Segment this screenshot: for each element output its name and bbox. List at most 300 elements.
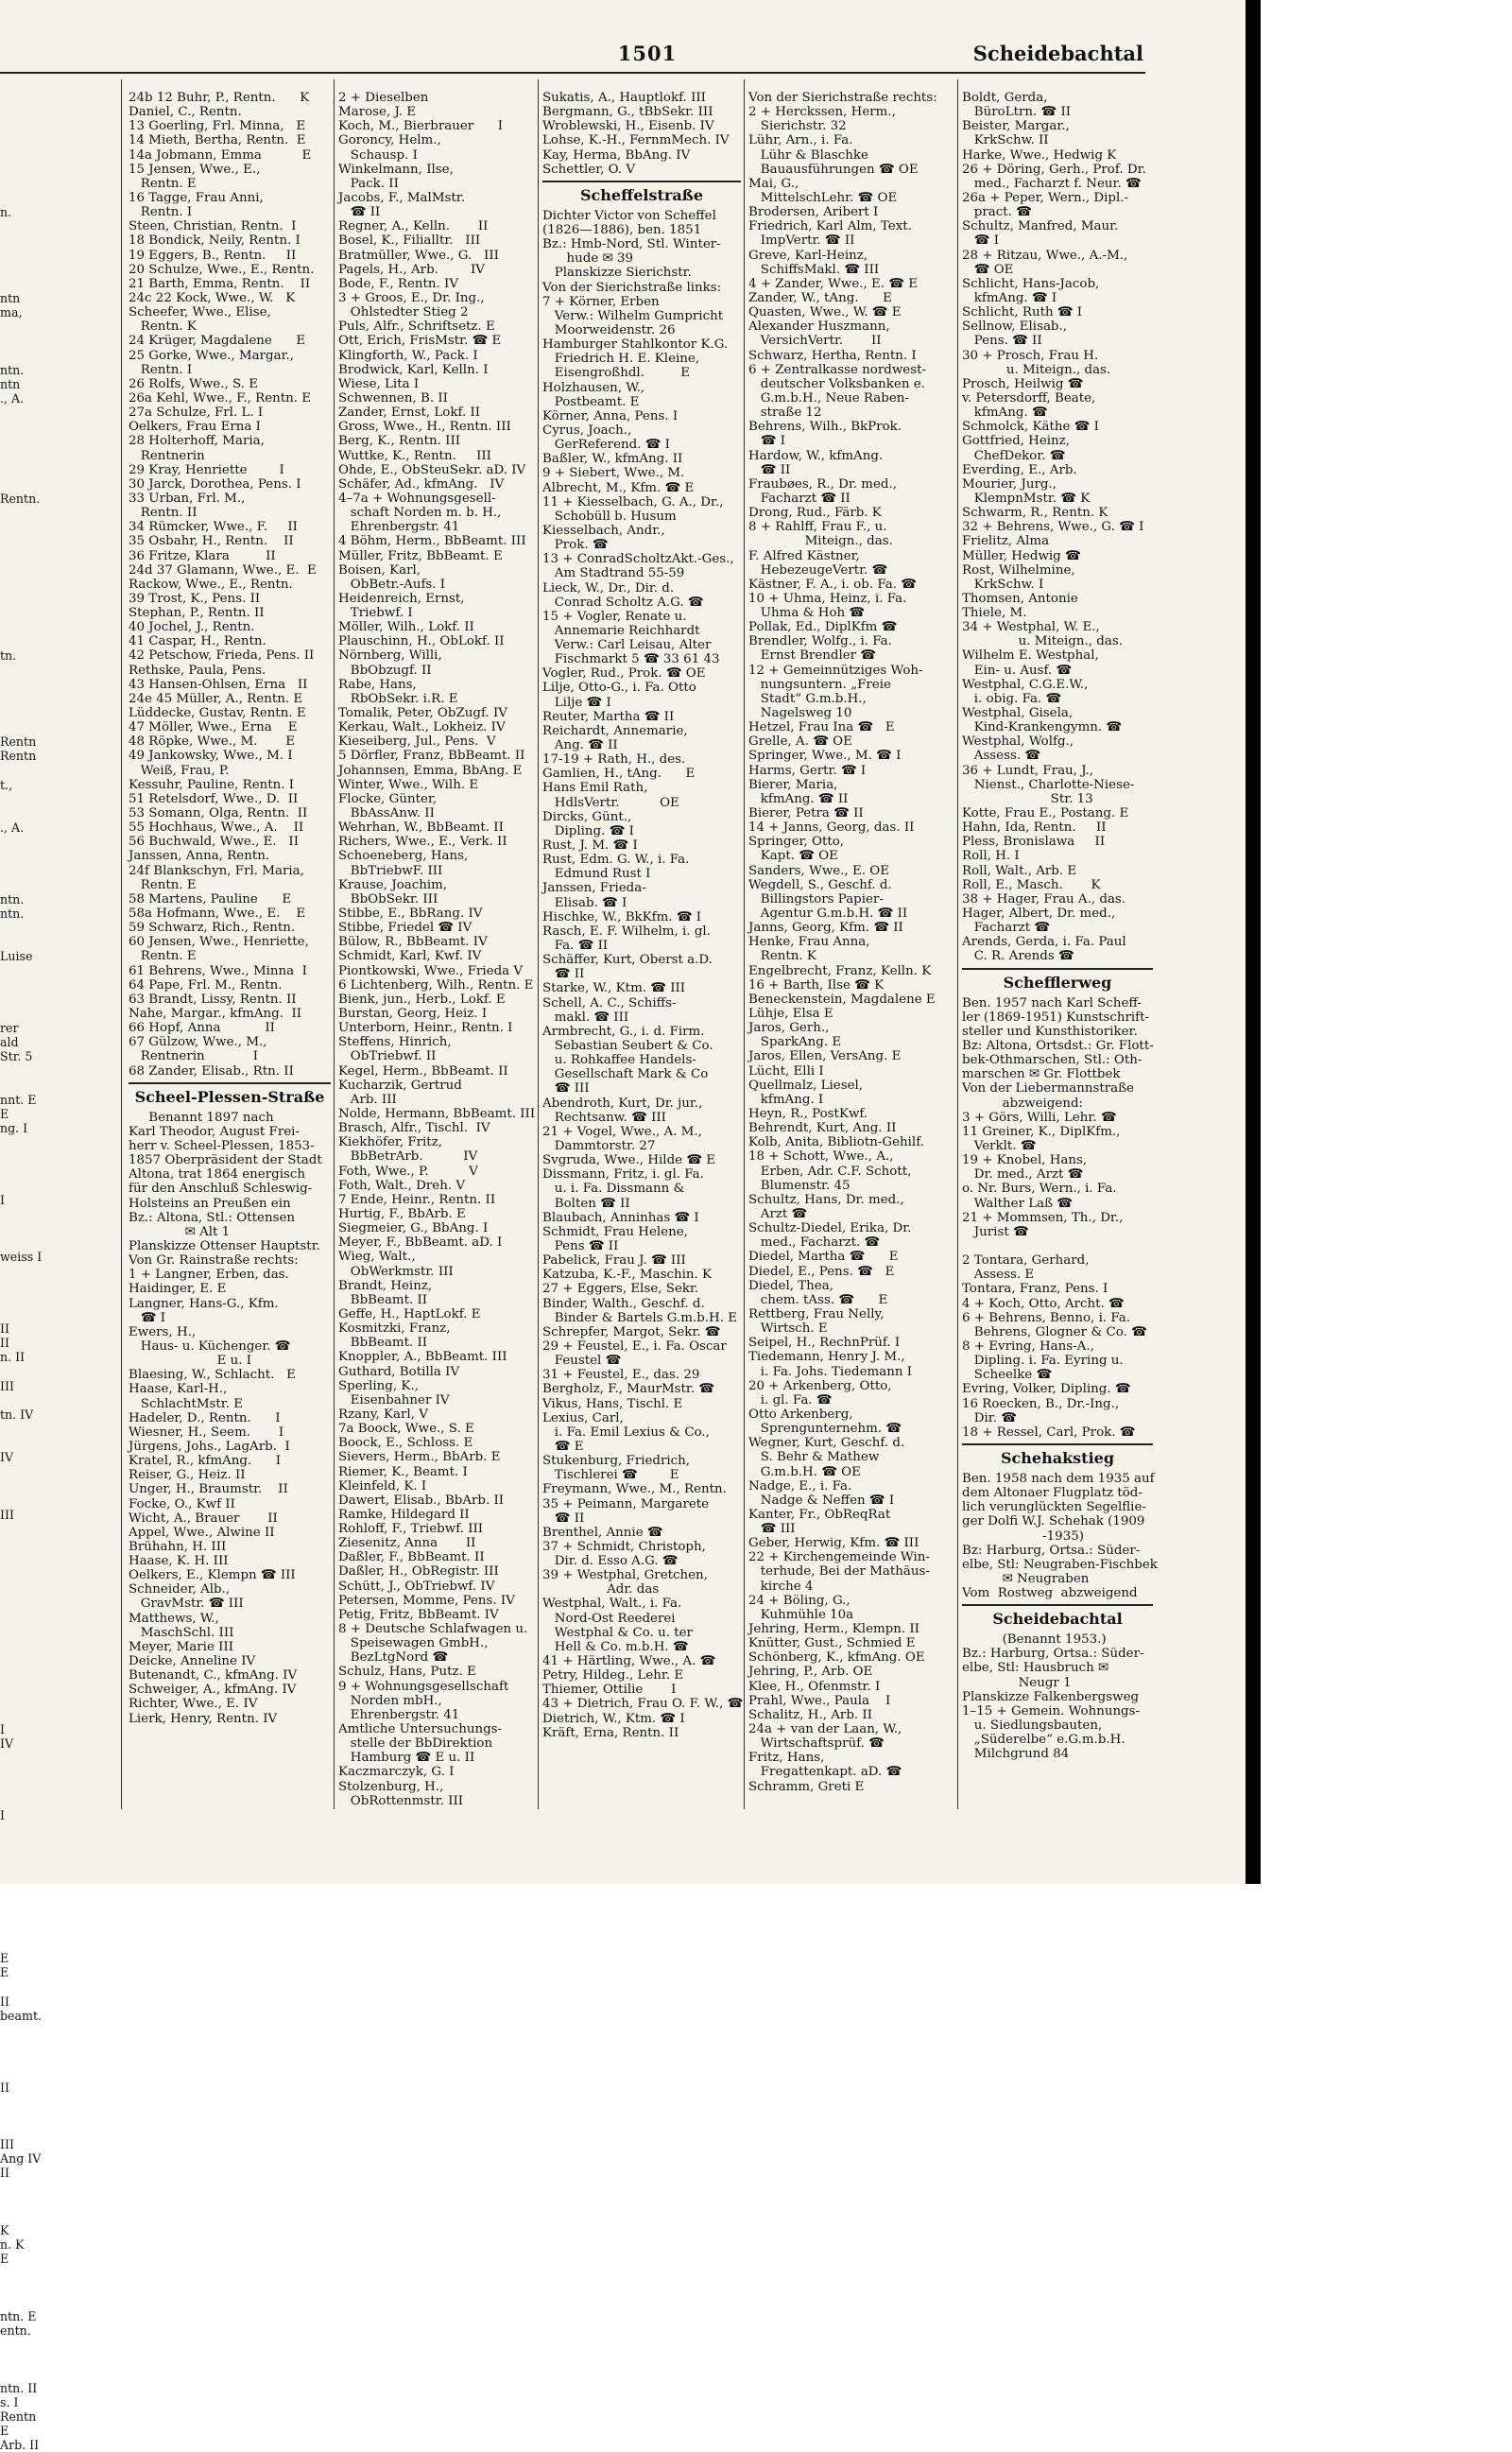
fragment-line: weiss I [0,1250,43,1265]
entry-line: Wilhelm E. Westphal, [962,648,1099,664]
fragment-line [0,549,57,563]
entry-line: Bz: Harburg, Ortsa.: Süder- [962,1543,1141,1558]
entry-line: Schausp. I [338,147,418,163]
fragment-line: IV [0,1450,14,1465]
entry-line: Lücht, Elli I [748,1063,824,1079]
entry-line: ✉ Alt 1 [129,1224,231,1239]
fragment-line [0,806,57,820]
directory-column-5 [962,91,1158,1792]
fragment-line [0,1179,57,1193]
entry-line: Schell, A. C., Schiffs- [542,995,677,1010]
entry-line: Klee, H., Ofenmstr. I [748,1679,881,1694]
entry-line: Schwennen, B. II [338,390,448,406]
entry-line: Petersen, Momme, Pens. IV [338,1593,515,1608]
entry-line: o. Nr. Burs, Wern., i. Fa. [962,1182,1117,1197]
fragment-line [0,1393,57,1407]
entry-line: 21 + Mommsen, Th., Dr., [962,1210,1124,1225]
entry-line: 2 Tontara, Gerhard, [962,1253,1090,1269]
entry-line: F. Alfred Kästner, [748,548,860,563]
entry-line: bek-Othmarschen, Stl.: Oth- [962,1053,1143,1068]
entry-line: Brenthel, Annie ☎ [542,1525,663,1540]
entry-line: Rentn. K [748,949,816,964]
entry-line: Assess. E [962,1268,1035,1283]
fragment-line: Rentn [0,2409,37,2424]
entry-line: Tontara, Franz, Pens. I [962,1282,1108,1297]
entry-line: 41 + Härtling, Wwe., A. ☎ [542,1654,716,1669]
entry-line: Bz.: Harburg, Ortsa.: Süder- [962,1647,1144,1662]
entry-line: Meyer, F., BbBeamt. aD. I [338,1235,503,1251]
entry-line: 34 + Westphal, W. E., [962,620,1100,635]
entry-line: 43 + Dietrich, Frau O. F. W., ☎ [542,1697,744,1712]
entry-line: Kerkau, Walt., Lokheiz. IV [338,720,506,735]
fragment-line [0,1221,57,1235]
entry-line: 5 Dörfler, Franz, BbBeamt. II [338,749,525,764]
entry-line: Planskizze Ottenser Hauptstr. [129,1238,320,1253]
entry-line: Appel, Wwe., Alwine II [129,1525,275,1540]
entry-line: abzweigend: [962,1096,1084,1111]
entry-line: 7a Boock, Wwe., S. E [338,1422,474,1437]
entry-line: Reichardt, Annemarie, [542,723,688,738]
entry-line: 39 + Westphal, Gretchen, [542,1568,708,1583]
entry-line: Möller, Wilh., Lokf. II [338,620,474,635]
fragment-line: beamt. [0,2008,43,2023]
fragment-line [0,534,57,548]
entry-line: ☎ III [748,1522,796,1537]
entry-line: Lilje ☎ I [542,695,611,710]
entry-line: Everding, E., Arb. [962,462,1077,477]
entry-line: Uhma & Hoh ☎ [748,606,866,621]
entry-line: kfmAng. ☎ I [962,290,1057,305]
street-heading: Scheffelstraße [542,181,741,207]
entry-line: Dr. med., Arzt ☎ [962,1167,1084,1183]
entry-line: Wehrhan, W., BbBeamt. II [338,820,504,836]
fragment-line [0,2051,57,2065]
fragment-line: ntn. II [0,2380,38,2395]
entry-line: Mai, G., [748,176,799,191]
entry-line: Rentn. E [129,877,197,892]
fragment-line: nnt. E [0,1092,37,1107]
entry-line: Tischlerei ☎ E [542,1468,679,1483]
entry-line: Müller, Hedwig ☎ [962,548,1081,563]
entry-line: Pollak, Ed., DiplKfm ☎ [748,620,898,635]
entry-line: Winkelmann, Ilse, [338,162,454,177]
fragment-line: ntn. [0,891,25,907]
entry-line: u. i. Fa. Dissmann & [542,1182,685,1197]
entry-line: ObRottenmstr. III [338,1793,464,1808]
entry-line: herr v. Scheel-Plessen, 1853- [129,1138,315,1153]
entry-line: Foth, Walt., Dreh. V [338,1178,466,1193]
fragment-line [0,1594,57,1608]
entry-line: Bosel, K., Filialltr. III [338,233,481,249]
entry-line: Friedrich H. E. Kleine, [542,352,700,367]
fragment-line [0,463,57,477]
fragment-line [0,1765,57,1779]
entry-line: Von der Sierichstraße rechts: [748,91,937,105]
entry-line: Koch, M., Bierbrauer I [338,119,504,134]
header-rule [0,72,1145,74]
entry-line: Kratel, R., kfmAng. I [129,1454,282,1469]
entry-line: 19 Eggers, B., Rentn. II [129,248,297,263]
fragment-line [0,148,57,163]
fragment-line [0,2095,57,2109]
fragment-line [0,706,57,720]
entry-line: ger Dolfi W.J. Schehak (1909 [962,1514,1145,1529]
entry-line: ☎ OE [962,262,1014,277]
entry-line: Kästner, F. A., i. ob. Fa. ☎ [748,577,917,592]
entry-line: Hamburg ☎ E u. II [338,1751,475,1766]
entry-line: S. Behr & Mathew [748,1450,880,1465]
fragment-line [0,133,57,147]
entry-line: Nord-Ost Reederei [542,1611,676,1626]
entry-line: u. Miteign., das. [962,634,1123,649]
entry-line: Bz.: Hmb-Nord, Stl. Winter- [542,237,721,252]
entry-line: deutscher Volksbanken e. [748,376,925,391]
entry-line: Lexius, Carl, [542,1410,624,1425]
entry-line: makl. ☎ III [542,1010,629,1025]
entry-line: Kegel, Herm., BbBeamt. II [338,1063,508,1079]
fragment-line [0,2195,57,2209]
entry-line: ☎ II [542,967,585,982]
entry-line: 36 + Lundt, Frau, J., [962,763,1094,778]
entry-line: ☎ II [542,1511,585,1526]
entry-line: Lieck, W., Dr., Dir. d. [542,580,675,596]
entry-line: Steen, Christian, Rentn. I [129,219,297,234]
fragment-line [0,1608,57,1622]
fragment-line [0,105,57,119]
entry-line: Berg, K., Rentn. III [338,434,461,449]
entry-line: -1935) [962,1528,1084,1544]
entry-line: Kucharzik, Gertrud [338,1078,462,1093]
entry-line: Schulz, Hans, Putz. E [338,1665,476,1680]
entry-line: Nienst., Charlotte-Niese- [962,777,1135,792]
entry-line: Mourier, Jurg., [962,476,1057,492]
entry-line: Grelle, A. ☎ OE [748,734,852,750]
entry-line: ChefDekor. ☎ [962,448,1066,463]
entry-line: 10 + Uhma, Heinz, i. Fa. [748,591,907,606]
entry-line: Rasch, E. F. Wilhelm, i. gl. [542,924,711,939]
entry-line: Schmidt, Frau Helene, [542,1224,688,1239]
entry-line: Nadge, E., i. Fa. [748,1478,852,1494]
entry-line: Schütt, J., ObTriebwf. IV [338,1579,495,1594]
entry-line: Ehrenbergstr. 41 [338,1707,460,1722]
entry-line: Jehring, Herm., Klempn. II [748,1622,919,1637]
entry-line: i. Fa. Johs. Tiedemann I [748,1364,912,1379]
entry-line: 26 + Döring, Gerh., Prof. Dr. [962,162,1146,177]
entry-line: Brühahn, H. III [129,1539,227,1554]
entry-line: Beneckenstein, Magdalene E [748,992,936,1007]
entry-line: Müller, Fritz, BbBeamt. E [338,548,503,563]
fragment-line: n. II [0,1350,26,1365]
fragment-line [0,563,57,578]
fragment-line [0,2338,57,2352]
fragment-line [0,1980,57,1994]
entry-line: 27 + Eggers, Else, Sekr. [542,1282,699,1297]
fragment-line [0,2366,57,2380]
fragment-line [0,477,57,492]
entry-line: Wegdell, S., Geschf. d. [748,877,892,892]
entry-line: Harms, Gertr. ☎ I [748,763,867,778]
entry-line: Seipel, H., RechnPrüf. I [748,1336,901,1351]
entry-line: Unger, H., Braumstr. II [129,1482,288,1497]
entry-line: Roll, Walt., Arb. E [962,863,1077,878]
entry-line: Rzany, Karl, V [338,1407,428,1422]
entry-line: 61 Behrens, Wwe., Minna I [129,963,307,978]
entry-line: BbTriebwF. III [338,863,443,878]
entry-line: Langner, Hans-G., Kfm. [129,1296,279,1311]
entry-line: 26a Kehl, Wwe., F., Rentn. E [129,390,312,406]
entry-line: G.m.b.H., Neue Raben- [748,390,909,406]
entry-line: Schramm, Greti E [748,1779,865,1794]
entry-line: (1826—1886), ben. 1851 [542,222,702,237]
entry-line: Kessuhr, Pauline, Rentn. I [129,777,295,792]
fragment-line: E [0,1106,9,1121]
entry-line: Facharzt ☎ [962,921,1051,936]
fragment-line [0,219,57,233]
entry-line: Lierk, Henry, Rentn. IV [129,1711,278,1726]
entry-line: Schrepfer, Margot, Sekr. ☎ [542,1324,721,1339]
fragment-line [0,2352,57,2366]
entry-line: Schmidt, Karl, Kwf. IV [338,949,482,964]
entry-line: 56 Buchwald, Wwe., E. II [129,835,299,850]
entry-line: Kay, Herma, BbAng. IV [542,147,691,163]
fragment-line [0,1522,57,1536]
entry-line: Diedel, Martha ☎ E [748,1250,899,1265]
fragment-line: II [0,1994,9,2009]
entry-line: Brasch, Alfr., Tischl. IV [338,1121,490,1136]
entry-line: kirche 4 [748,1579,814,1594]
entry-line: Stolzenburg, H., [338,1779,444,1794]
entry-line: Rackow, Wwe., E., Rentn. [129,577,293,592]
entry-line: BbBeamt. II [338,1336,428,1351]
entry-line: Wiese, Lita I [338,376,420,391]
fragment-line: Rentn [0,734,37,750]
entry-line: Westphal, Wolfg., [962,734,1074,750]
fragment-line [0,964,57,978]
entry-line: Krause, Joachim, [338,877,448,892]
column-divider [957,79,958,1809]
entry-line: 19 + Knobel, Hans, [962,1153,1088,1168]
entry-line: Hamburger Stahlkontor K.G. [542,337,729,353]
entry-line: Matthews, W., [129,1611,219,1626]
fragment-line [0,764,57,778]
entry-line: Geffe, H., HaptLokf. E [338,1306,481,1321]
entry-line: für den Anschluß Schleswig- [129,1182,313,1197]
entry-line: 29 Kray, Henriette I [129,462,284,477]
entry-line: Deicke, Anneline IV [129,1654,256,1669]
fragment-line: I [0,1192,5,1207]
entry-line: ☎ III [542,1081,590,1096]
entry-line: Hell & Co. m.b.H. ☎ [542,1639,689,1654]
entry-line: Wicht, A., Brauer II [129,1511,278,1526]
entry-line: Jurist ☎ [962,1224,1029,1239]
entry-line: Vogler, Rud., Prok. ☎ OE [542,666,706,682]
entry-line: Lühr & Blaschke [748,147,868,163]
entry-line: ObBetr.-Aufs. I [338,577,446,592]
entry-line: Springer, Wwe., M. ☎ I [748,749,902,764]
entry-line: 58a Hofmann, Wwe., E. E [129,907,306,922]
entry-line: 18 + Ressel, Carl, Prok. ☎ [962,1425,1136,1440]
fragment-line [0,163,57,177]
entry-line: ☎ E [542,1439,584,1454]
entry-line: Behrens, Glogner & Co. ☎ [962,1324,1147,1339]
entry-line: Ohde, E., ObSteuSekr. aD. IV [338,462,526,477]
entry-line: Schultz, Hans, Dr. med., [748,1192,904,1207]
entry-line: Hurtig, F., BbArb. E [338,1206,466,1221]
fragment-line: III [0,2137,14,2152]
entry-line: 8 + Evring, Hans-A., [962,1338,1094,1354]
entry-line: 4 Böhm, Herm., BbBeamt. III [338,534,526,549]
fragment-line [0,1780,57,1794]
entry-line: Kieseiberg, Jul., Pens. V [338,734,496,750]
column-divider [744,79,745,1809]
fragment-line: E [0,1965,9,1980]
entry-line: ☎ I [962,233,999,249]
fragment-line: s. I [0,2394,19,2409]
fragment-line [0,606,57,620]
fragment-line [0,1422,57,1436]
entry-line: 24a + van der Laan, W., [748,1722,902,1737]
entry-line: Oelkers, Frau Erna I [129,420,261,435]
entry-line: Puls, Alfr., Schriftsetz. E [338,319,495,335]
entry-line: Dichter Victor von Scheffel [542,208,716,223]
street-heading: Scheel-Plessen-Straße [129,1082,331,1109]
entry-line: Westphal, Walt., i. Fa. [542,1597,682,1612]
entry-line: Hans Emil Rath, [542,781,648,796]
entry-line: Schweiger, A., kfmAng. IV [129,1683,297,1698]
entry-line: Rust, J. M. ☎ I [542,838,638,854]
entry-line: Ehrenbergstr. 41 [338,520,460,535]
fragment-line [0,1279,57,1293]
entry-line: i. gl. Fa. ☎ [748,1392,833,1407]
entry-line: Heidenreich, Ernst, [338,591,465,606]
entry-line: 1857 Oberpräsident der Stadt [129,1153,322,1168]
entry-line: straße 12 [748,406,822,421]
entry-line: 14a Jobmann, Emma E [129,147,312,163]
entry-line: Kolb, Anita, Bibliotn-Gehilf. [748,1135,924,1150]
entry-line: Janssen, Anna, Rentn. [129,849,270,864]
directory-column-2 [338,91,536,1808]
fragment-line: Rentn [0,749,37,764]
entry-line: Kosmitzki, Franz, [338,1321,451,1337]
entry-line: Triebwf. I [338,606,413,621]
fragment-line [0,406,57,420]
entry-line: u. Siedlungsbauten, [962,1718,1103,1734]
entry-line: 55 Hochhaus, Wwe., A. II [129,820,304,836]
entry-line: Facharzt ☎ II [748,491,850,506]
entry-line: Norden mbH., [338,1693,442,1708]
fragment-line [0,878,57,892]
fragment-line: ntn [0,290,21,305]
fragment-line [0,720,57,734]
fragment-line [0,978,57,993]
entry-line: 35 Osbahr, H., Rentn. II [129,534,294,549]
entry-line: elbe, Stl: Neugraben-Fischbek [962,1557,1158,1572]
fragment-line [0,692,57,706]
fragment-line [0,1622,57,1636]
entry-line: Dietrich, W., Ktm. ☎ I [542,1711,685,1726]
entry-line: kfmAng. ☎ [962,406,1048,421]
entry-line: Verw.: Carl Leisau, Alter [542,638,712,653]
entry-line: Richter, Wwe., E. IV [129,1697,258,1712]
entry-line: Vom Rostweg abzweigend [962,1586,1138,1601]
entry-line: Ott, Erich, FrisMstr. ☎ E [338,334,502,349]
entry-line: Lohse, K.-H., FernmMech. IV [542,133,730,148]
entry-line: 33 Urban, Frl. M., [129,491,246,506]
fragment-line [0,1908,57,1923]
fragment-line: ng. I [0,1121,28,1136]
entry-line: Kuhmühle 10a [748,1607,854,1622]
fragment-line [0,1865,57,1879]
entry-line: Wroblewski, H., Eisenb. IV [542,119,714,134]
entry-line: ☎ II [338,205,381,220]
entry-line: Feustel ☎ [542,1354,622,1369]
page-number: 1501 [617,42,678,65]
street-heading: Schehakstieg [962,1443,1153,1470]
entry-line: 12 + Gemeinnütziges Woh- [748,663,923,678]
entry-line: Daniel, C., Rentn. [129,105,242,120]
entry-line: Conrad Scholtz A.G. ☎ [542,595,704,610]
fragment-line [0,792,57,806]
entry-line: Bergholz, F., MaurMstr. ☎ [542,1382,715,1397]
entry-line: i. Fa. Emil Lexius & Co., [542,1425,710,1440]
entry-line: schaft Norden m. b. H., [338,506,502,521]
entry-line: Henke, Frau Anna, [748,935,870,950]
entry-line: Moorweidenstr. 26 [542,322,676,337]
entry-line: 7 Ende, Heinr., Rentn. II [338,1192,496,1207]
entry-line: Ziesenitz, Anna II [338,1536,476,1551]
fragment-line [0,864,57,878]
entry-line: Rentn. K [129,319,197,335]
entry-line: 21 Barth, Emma, Rentn. II [129,276,311,291]
entry-line: Jürgens, Johs., LagArb. I [129,1439,290,1454]
entry-line: SparkAng. E [748,1035,842,1050]
entry-line: Agentur G.m.b.H. ☎ II [748,907,908,922]
entry-line: 59 Schwarz, Rich., Rentn. [129,921,296,936]
fragment-line: III [0,1378,14,1393]
entry-line: Rost, Wilhelmine, [962,562,1075,578]
fragment-line: I [0,1722,5,1737]
entry-line: 20 Schulze, Wwe., E., Rentn. [129,262,315,277]
entry-line: 6 + Zentralkasse nordwest- [748,362,926,377]
entry-line: Schoeneberg, Hans, [338,849,469,864]
entry-line: MittelschLehr. ☎ OE [748,190,898,205]
entry-line: Unterborn, Heinr., Rentn. I [338,1021,513,1036]
entry-line: Schobüll b. Husum [542,509,677,524]
entry-line: 43 Hansen-Ohlsen, Erna II [129,677,308,692]
entry-line: Ewers, H., [129,1324,197,1339]
fragment-line [0,191,57,205]
fragment-line [0,249,57,263]
entry-line: 15 + Vogler, Renate u. [542,609,687,624]
entry-line: hude ✉ 39 [542,251,634,267]
entry-line: Annemarie Reichhardt [542,623,700,638]
entry-line: Schwarm, R., Rentn. K [962,506,1108,521]
entry-line: Reiser, G., Heiz. II [129,1468,246,1483]
entry-line: 34 Rümcker, Wwe., F. II [129,520,298,535]
entry-line: Friedrich, Karl Alm, Text. [748,219,912,234]
fragment-line: II [0,1336,9,1351]
entry-line: Pagels, H., Arb. IV [338,262,485,277]
entry-line: 17-19 + Rath, H., des. [542,752,686,768]
entry-line: Bergmann, G., tBbSekr. III [542,105,713,120]
entry-line: Stadt“ G.m.b.H., [748,691,867,706]
entry-line: Amtliche Untersuchungs- [338,1722,503,1737]
entry-line: 6 + Behrens, Benno, i. Fa. [962,1310,1130,1325]
entry-line: 8 + Rahlff, Frau F., u. [748,520,887,535]
entry-line: Rentnerin [129,448,205,463]
fragment-line [0,935,57,949]
fragment-line: ., A. [0,390,25,406]
